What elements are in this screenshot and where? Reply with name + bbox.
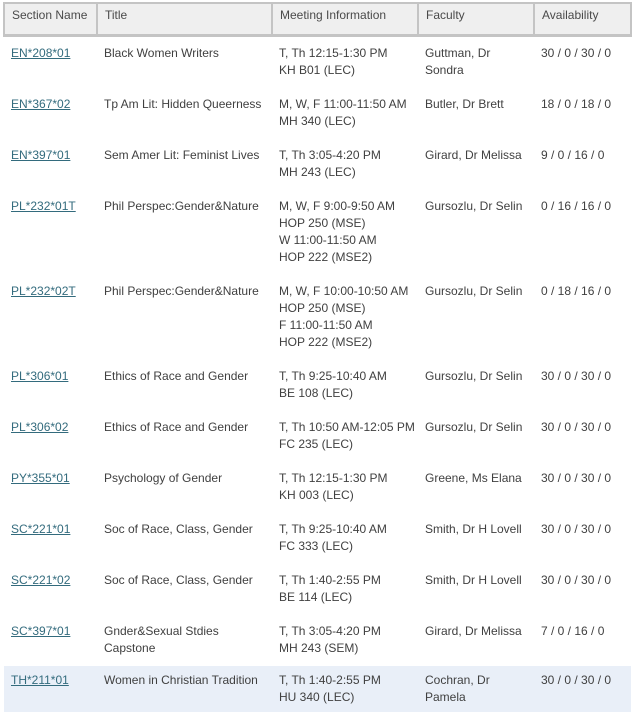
availability-cell: 30 / 0 / 30 / 0: [541, 369, 612, 383]
meeting-line: F 11:00-11:50 AM: [279, 318, 373, 332]
availability-cell: 30 / 0 / 30 / 0: [541, 673, 612, 687]
faculty-cell: Smith, Dr H Lovell: [425, 522, 522, 536]
meeting-line: KH 003 (LEC): [279, 488, 354, 502]
section-link[interactable]: SC*397*01: [11, 624, 71, 638]
meeting-line: HOP 250 (MSE): [279, 216, 366, 230]
section-name-cell: [4, 360, 97, 411]
section-link[interactable]: PL*232*01T: [11, 199, 76, 213]
table-row: [4, 275, 631, 360]
faculty-cell: Greene, Ms Elana: [425, 471, 522, 485]
table-row: [4, 360, 631, 411]
section-name-cell: [4, 88, 97, 139]
column-header-availability: Availability: [534, 3, 631, 36]
section-link[interactable]: SC*221*02: [11, 573, 71, 587]
availability-cell: 0 / 16 / 16 / 0: [541, 199, 612, 213]
table-row: [4, 462, 631, 513]
meeting-line: T, Th 12:15-1:30 PM: [279, 471, 388, 485]
faculty-cell: Gursozlu, Dr Selin: [425, 199, 523, 213]
section-link[interactable]: PL*306*02: [11, 420, 69, 434]
availability-cell: 7 / 0 / 16 / 0: [541, 624, 605, 638]
section-name-cell: [4, 411, 97, 462]
course-title-cell: Sem Amer Lit: Feminist Lives: [104, 148, 260, 162]
faculty-cell: Gursozlu, Dr Selin: [425, 420, 523, 434]
meeting-information-cell: [272, 360, 418, 411]
course-sections-table-wrap: [3, 2, 631, 712]
course-title-cell: Soc of Race, Class, Gender: [104, 573, 253, 587]
course-title-cell: Women in Christian Tradition: [104, 673, 258, 687]
section-name-cell: [4, 139, 97, 190]
course-title-cell: Gnder&Sexual Stdies Capstone: [104, 624, 219, 655]
meeting-information-cell: [272, 190, 418, 275]
course-sections-table: [3, 2, 632, 712]
meeting-line: MH 340 (LEC): [279, 114, 356, 128]
meeting-line: FC 333 (LEC): [279, 539, 354, 553]
meeting-line: T, Th 3:05-4:20 PM: [279, 148, 381, 162]
faculty-cell: Gursozlu, Dr Selin: [425, 369, 523, 383]
table-row: [4, 666, 631, 712]
meeting-line: HOP 222 (MSE2): [279, 335, 373, 349]
meeting-line: T, Th 3:05-4:20 PM: [279, 624, 381, 638]
availability-cell: 0 / 18 / 16 / 0: [541, 284, 612, 298]
faculty-cell: Girard, Dr Melissa: [425, 148, 522, 162]
availability-cell: 30 / 0 / 30 / 0: [541, 46, 612, 60]
meeting-information-cell: [272, 139, 418, 190]
meeting-line: HOP 222 (MSE2): [279, 250, 373, 264]
course-title-cell: Soc of Race, Class, Gender: [104, 522, 253, 536]
meeting-line: M, W, F 11:00-11:50 AM: [279, 97, 407, 111]
course-title-cell: Ethics of Race and Gender: [104, 369, 249, 383]
table-row: [4, 564, 631, 615]
table-row: [4, 139, 631, 190]
course-title-cell: Psychology of Gender: [104, 471, 223, 485]
section-name-cell: [4, 462, 97, 513]
meeting-line: T, Th 9:25-10:40 AM: [279, 369, 387, 383]
table-row: [4, 36, 631, 89]
meeting-line: M, W, F 10:00-10:50 AM: [279, 284, 409, 298]
table-header-row: [4, 3, 631, 36]
section-link[interactable]: TH*211*01: [11, 673, 69, 687]
meeting-information-cell: [272, 88, 418, 139]
meeting-information-cell: [272, 462, 418, 513]
section-link[interactable]: EN*208*01: [11, 46, 71, 60]
meeting-line: T, Th 1:40-2:55 PM: [279, 673, 381, 687]
column-header-faculty: Faculty: [418, 3, 534, 36]
meeting-line: T, Th 10:50 AM-12:05 PM: [279, 420, 415, 434]
availability-cell: 30 / 0 / 30 / 0: [541, 471, 612, 485]
meeting-information-cell: [272, 411, 418, 462]
meeting-information-cell: [272, 275, 418, 360]
section-name-cell: [4, 36, 97, 89]
meeting-line: HOP 250 (MSE): [279, 301, 366, 315]
course-title-cell: Tp Am Lit: Hidden Queerness: [104, 97, 262, 111]
meeting-information-cell: [272, 513, 418, 564]
faculty-cell: Smith, Dr H Lovell: [425, 573, 522, 587]
table-row: [4, 88, 631, 139]
meeting-information-cell: [272, 564, 418, 615]
meeting-line: HU 340 (LEC): [279, 690, 355, 704]
meeting-line: T, Th 9:25-10:40 AM: [279, 522, 387, 536]
faculty-cell: Butler, Dr Brett: [425, 97, 504, 111]
meeting-information-cell: [272, 666, 418, 712]
meeting-line: MH 243 (SEM): [279, 641, 359, 655]
table-row: [4, 190, 631, 275]
availability-cell: 30 / 0 / 30 / 0: [541, 420, 612, 434]
section-name-cell: [4, 564, 97, 615]
availability-cell: 18 / 0 / 18 / 0: [541, 97, 612, 111]
availability-cell: 30 / 0 / 30 / 0: [541, 522, 612, 536]
section-link[interactable]: PY*355*01: [11, 471, 70, 485]
meeting-line: T, Th 12:15-1:30 PM: [279, 46, 388, 60]
meeting-line: KH B01 (LEC): [279, 63, 356, 77]
section-link[interactable]: PL*232*02T: [11, 284, 76, 298]
availability-cell: 9 / 0 / 16 / 0: [541, 148, 605, 162]
availability-cell: 30 / 0 / 30 / 0: [541, 573, 612, 587]
section-name-cell: [4, 513, 97, 564]
course-title-cell: Phil Perspec:Gender&Nature: [104, 284, 259, 298]
meeting-information-cell: [272, 36, 418, 89]
faculty-cell: Cochran, Dr Pamela: [425, 673, 490, 704]
section-link[interactable]: EN*397*01: [11, 148, 71, 162]
table-row: [4, 411, 631, 462]
meeting-line: T, Th 1:40-2:55 PM: [279, 573, 381, 587]
column-header-section-name: Section Name: [4, 3, 97, 36]
course-title-cell: Phil Perspec:Gender&Nature: [104, 199, 259, 213]
section-link[interactable]: SC*221*01: [11, 522, 71, 536]
column-header-meeting-information: Meeting Information: [272, 3, 418, 36]
section-link[interactable]: PL*306*01: [11, 369, 69, 383]
column-header-title: Title: [97, 3, 272, 36]
faculty-cell: Gursozlu, Dr Selin: [425, 284, 523, 298]
section-name-cell: [4, 275, 97, 360]
meeting-line: BE 114 (LEC): [279, 590, 353, 604]
meeting-information-cell: [272, 615, 418, 666]
meeting-line: BE 108 (LEC): [279, 386, 354, 400]
faculty-cell: Guttman, Dr Sondra: [425, 46, 491, 77]
section-name-cell: [4, 615, 97, 666]
section-link[interactable]: EN*367*02: [11, 97, 71, 111]
meeting-line: W 11:00-11:50 AM: [279, 233, 377, 247]
meeting-line: FC 235 (LEC): [279, 437, 354, 451]
section-name-cell: [4, 666, 97, 712]
table-row: [4, 615, 631, 666]
section-name-cell: [4, 190, 97, 275]
table-row: [4, 513, 631, 564]
course-title-cell: Ethics of Race and Gender: [104, 420, 249, 434]
meeting-line: MH 243 (LEC): [279, 165, 356, 179]
course-title-cell: Black Women Writers: [104, 46, 219, 60]
faculty-cell: Girard, Dr Melissa: [425, 624, 522, 638]
meeting-line: M, W, F 9:00-9:50 AM: [279, 199, 396, 213]
